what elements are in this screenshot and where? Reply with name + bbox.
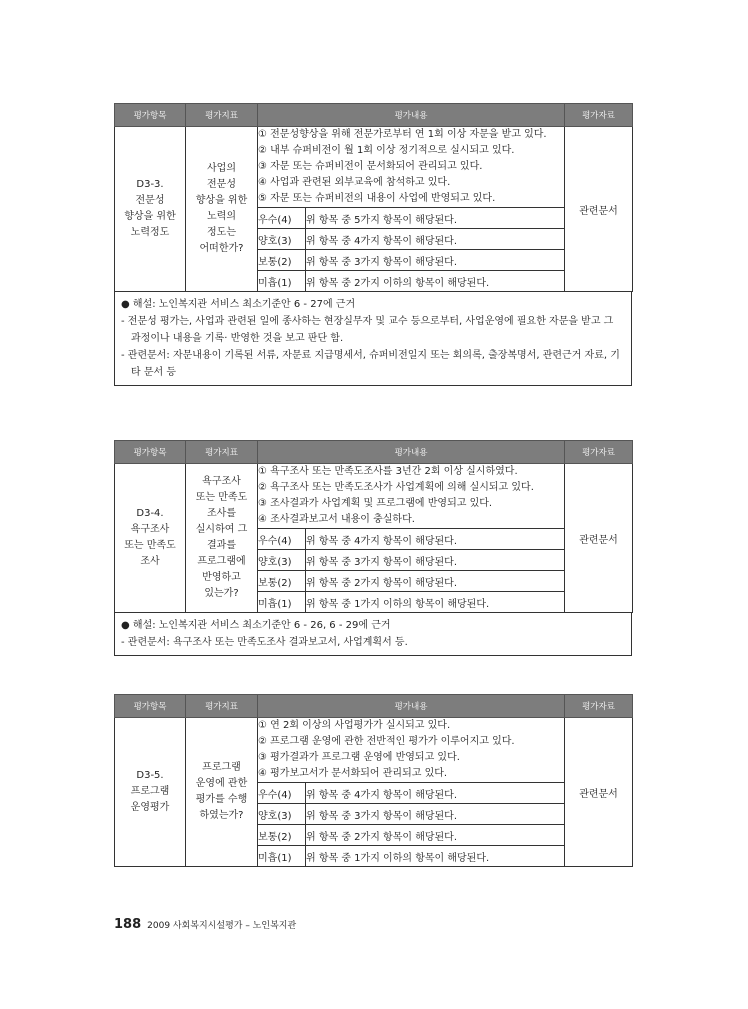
grade-label: 우수(4): [258, 783, 306, 804]
grade-label: 양호(3): [258, 229, 306, 250]
evaluation-item: D3-5. 프로그램 운영평가: [115, 718, 186, 867]
header-indicator: 평가지표: [186, 441, 258, 464]
grade-label: 미흡(1): [258, 271, 306, 292]
grade-description: 위 항목 중 4가지 항목이 해당된다.: [306, 229, 565, 250]
page-number: 188: [114, 917, 142, 932]
header-content: 평가내용: [258, 695, 565, 718]
header-item: 평가항목: [115, 104, 186, 127]
grade-label: 보통(2): [258, 825, 306, 846]
grade-description: 위 항목 중 4가지 항목이 해당된다.: [306, 783, 565, 804]
evaluation-table: [114, 440, 633, 613]
evaluation-material: 관련문서: [565, 127, 633, 292]
explanation-note: ● 해설: 노인복지관 서비스 최소기준안 6 - 27에 근거 - 전문성 평가는, 사업과 관련된 일에 종사하는 현장실무자 및 교수 등으로부터, 사업운영에 필요한 자문을 받고 그 과정이나 내용을 기록· 반영한 것을 보고 판단 함. - 관련문서: 자문내용이 기록된 서류, 자문료 지급명세서, 슈퍼비전일지 또는 회의록, 출장복명서, 관련근거 자료, 기타 문서 등: [114, 292, 632, 386]
grade-description: 위 항목 중 5가지 항목이 해당된다.: [306, 208, 565, 229]
evaluation-indicator: 프로그램 운영에 관한 평가를 수행 하였는가?: [186, 718, 258, 867]
header-material: 평가자료: [565, 695, 633, 718]
evaluation-block-d3-3: [114, 103, 632, 386]
header-indicator: 평가지표: [186, 695, 258, 718]
grade-description: 위 항목 중 2가지 이하의 항목이 해당된다.: [306, 271, 565, 292]
grade-label: 양호(3): [258, 550, 306, 571]
grade-label: 우수(4): [258, 208, 306, 229]
evaluation-material: 관련문서: [565, 464, 633, 613]
criteria-list: ① 연 2회 이상의 사업평가가 실시되고 있다. ② 프로그램 운영에 관한 전반적인 평가가 이루어지고 있다. ③ 평가결과가 프로그램 운영에 반영되고 있다. ④ 평가보고서가 문서화되어 관리되고 있다.: [258, 718, 565, 783]
evaluation-table: [114, 694, 633, 867]
evaluation-material: 관련문서: [565, 718, 633, 867]
criteria-list: ① 전문성향상을 위해 전문가로부터 연 1회 이상 자문을 받고 있다. ② 내부 슈퍼비전이 월 1회 이상 정기적으로 실시되고 있다. ③ 자문 또는 슈퍼비전이 문서화되어 관리되고 있다. ④ 사업과 관련된 외부교육에 참석하고 있다. ⑤ 자문 또는 슈퍼비전의 내용이 사업에 반영되고 있다.: [258, 127, 565, 208]
evaluation-table: [114, 103, 633, 292]
grade-description: 위 항목 중 3가지 항목이 해당된다.: [306, 550, 565, 571]
grade-label: 미흡(1): [258, 846, 306, 867]
grade-description: 위 항목 중 4가지 항목이 해당된다.: [306, 529, 565, 550]
header-material: 평가자료: [565, 104, 633, 127]
header-item: 평가항목: [115, 695, 186, 718]
header-item: 평가항목: [115, 441, 186, 464]
header-indicator: 평가지표: [186, 104, 258, 127]
header-content: 평가내용: [258, 104, 565, 127]
evaluation-item: D3-4. 욕구조사 또는 만족도 조사: [115, 464, 186, 613]
grade-description: 위 항목 중 3가지 항목이 해당된다.: [306, 804, 565, 825]
table-header-row: [115, 441, 633, 464]
grade-description: 위 항목 중 2가지 항목이 해당된다.: [306, 571, 565, 592]
evaluation-indicator: 사업의 전문성 향상을 위한 노력의 정도는 어떠한가?: [186, 127, 258, 292]
grade-label: 보통(2): [258, 571, 306, 592]
grade-label: 보통(2): [258, 250, 306, 271]
grade-description: 위 항목 중 1가지 이하의 항목이 해당된다.: [306, 592, 565, 613]
table-header-row: [115, 695, 633, 718]
page-footer: [114, 917, 296, 932]
grade-description: 위 항목 중 3가지 항목이 해당된다.: [306, 250, 565, 271]
evaluation-block-d3-4: [114, 440, 632, 656]
grade-label: 양호(3): [258, 804, 306, 825]
criteria-list: ① 욕구조사 또는 만족도조사를 3년간 2회 이상 실시하였다. ② 욕구조사 또는 만족도조사가 사업계획에 의해 실시되고 있다. ③ 조사결과가 사업계획 및 프로그램에 반영되고 있다. ④ 조사결과보고서 내용이 충실하다.: [258, 464, 565, 529]
footer-source: 2009 사회복지시설평가 – 노인복지관: [147, 921, 297, 931]
grade-label: 우수(4): [258, 529, 306, 550]
evaluation-indicator: 욕구조사 또는 만족도 조사를 실시하여 그 결과를 프로그램에 반영하고 있는가?: [186, 464, 258, 613]
header-material: 평가자료: [565, 441, 633, 464]
evaluation-block-d3-5: [114, 694, 632, 867]
table-header-row: [115, 104, 633, 127]
grade-description: 위 항목 중 2가지 항목이 해당된다.: [306, 825, 565, 846]
grade-description: 위 항목 중 1가지 이하의 항목이 해당된다.: [306, 846, 565, 867]
evaluation-item: D3-3. 전문성 향상을 위한 노력정도: [115, 127, 186, 292]
header-content: 평가내용: [258, 441, 565, 464]
grade-label: 미흡(1): [258, 592, 306, 613]
explanation-note: ● 해설: 노인복지관 서비스 최소기준안 6 - 26, 6 - 29에 근거 - 관련문서: 욕구조사 또는 만족도조사 결과보고서, 사업계획서 등.: [114, 613, 632, 656]
